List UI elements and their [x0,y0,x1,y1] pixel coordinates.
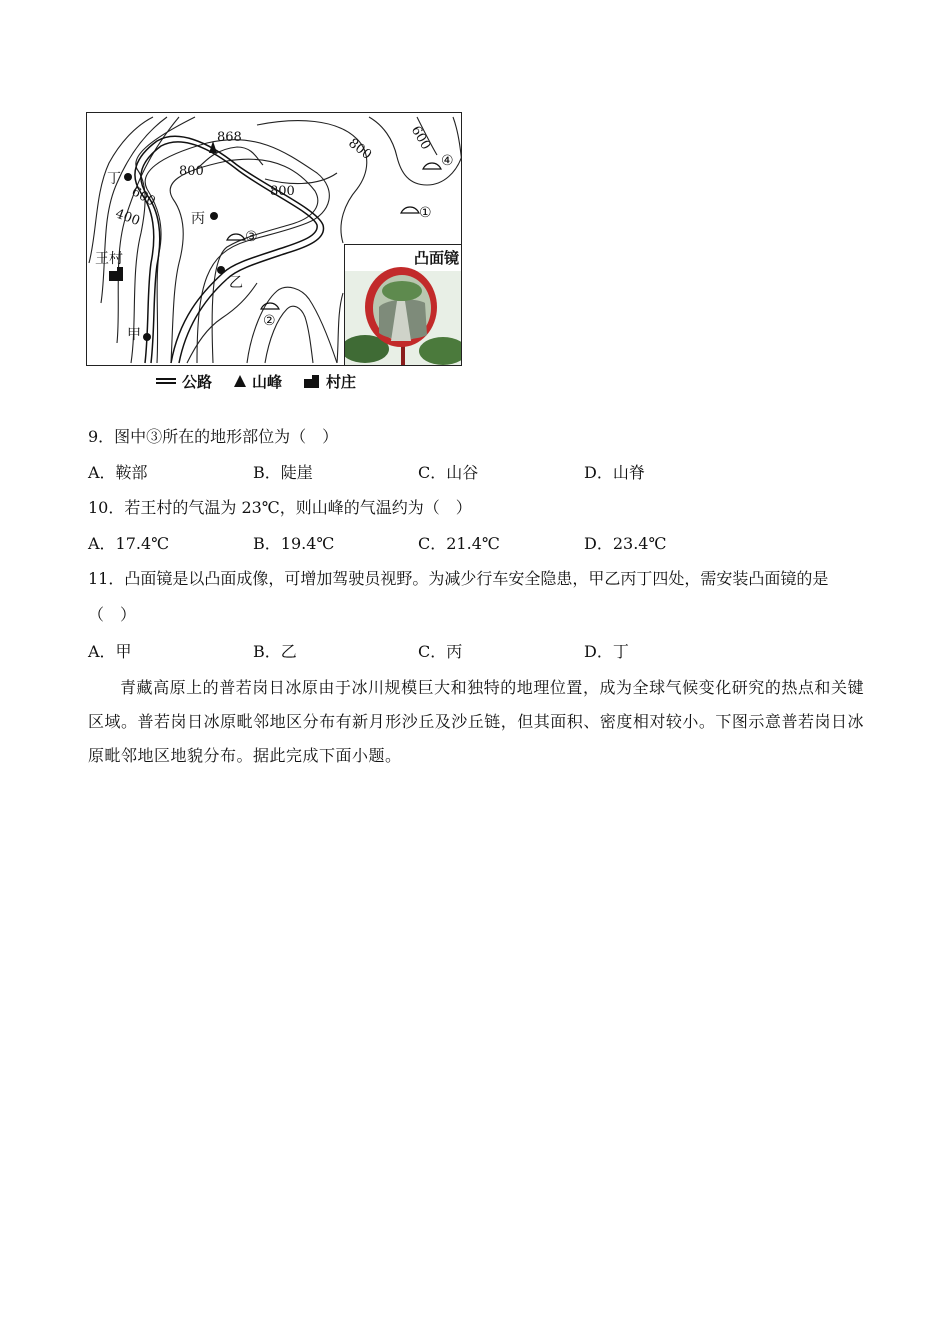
map-legend [156,370,372,392]
question-11-stem-cont: （ ） [88,605,137,624]
q11-option-a[interactable]: A．甲 [88,642,132,661]
question-10-stem: 10．若王村的气温为 23℃，则山峰的气温约为（ ） [88,498,472,517]
q10-option-d[interactable]: D．23.4℃ [584,534,667,553]
label-ding: 丁 [107,171,121,187]
village-icon [109,267,123,281]
contour-800-c: 800 [345,135,375,163]
q11-option-c[interactable]: C．丙 [418,642,463,661]
contour-400: 400 [113,206,142,230]
village-legend-icon [304,374,320,388]
point-ding [124,173,132,181]
point-yi [217,266,225,274]
contour-800-b: 800 [270,184,295,199]
contour-600-b: 600 [407,123,434,153]
question-9-stem: 9．图中③所在的地形部位为（ ） [88,427,339,446]
q10-option-c[interactable]: C．21.4℃ [418,534,500,553]
legend-road: 公路 [156,371,212,392]
q11-option-b[interactable]: B．乙 [253,642,297,661]
q10-option-a[interactable]: A．17.4℃ [88,534,170,553]
q11-option-d[interactable]: D．丁 [584,642,629,661]
peak-legend-icon [234,375,246,387]
legend-peak: 山峰 [234,371,282,392]
q9-option-a[interactable]: A．鞍部 [88,463,148,482]
q10-option-b[interactable]: B．19.4℃ [253,534,335,553]
inset-title: 凸面镜 [413,249,459,267]
q9-option-b[interactable]: B．陡崖 [253,463,313,482]
convex-mirror-inset [344,244,462,366]
label-point-3: ③ [245,229,258,245]
label-point-2: ② [263,313,276,329]
label-village: 王村 [95,251,123,267]
label-point-4: ④ [441,153,454,169]
contour-map [86,112,462,366]
legend-village: 村庄 [304,371,356,392]
peak-height-label: 868 [217,130,242,145]
road-icon [156,378,176,384]
contour-800-a: 800 [179,164,204,179]
point-jia [143,333,151,341]
reading-passage: 青藏高原上的普若岗日冰原由于冰川规模巨大和独特的地理位置，成为全球气候变化研究的热点和关键区域。普若岗日冰原毗邻地区分布有新月形沙丘及沙丘链，但其面积、密度相对较小。下图示意普若岗日冰原毗邻地区地貌分布。据此完成下面小题。 [88,678,864,765]
label-bing: 丙 [191,211,205,227]
question-11-stem: 11．凸面镜是以凸面成像，可增加驾驶员视野。为减少行车安全隐患，甲乙丙丁四处，需安装凸面镜的是 [88,569,829,588]
contour-600-a: 600 [128,184,158,210]
label-jia: 甲 [127,327,141,343]
contour-map-figure [86,112,464,394]
label-point-1: ① [419,205,432,221]
point-bing [210,212,218,220]
convex-mirror-photo [345,245,462,366]
label-yi: 乙 [229,275,243,291]
q9-option-c[interactable]: C．山谷 [418,463,479,482]
q9-option-d[interactable]: D．山脊 [584,463,645,482]
